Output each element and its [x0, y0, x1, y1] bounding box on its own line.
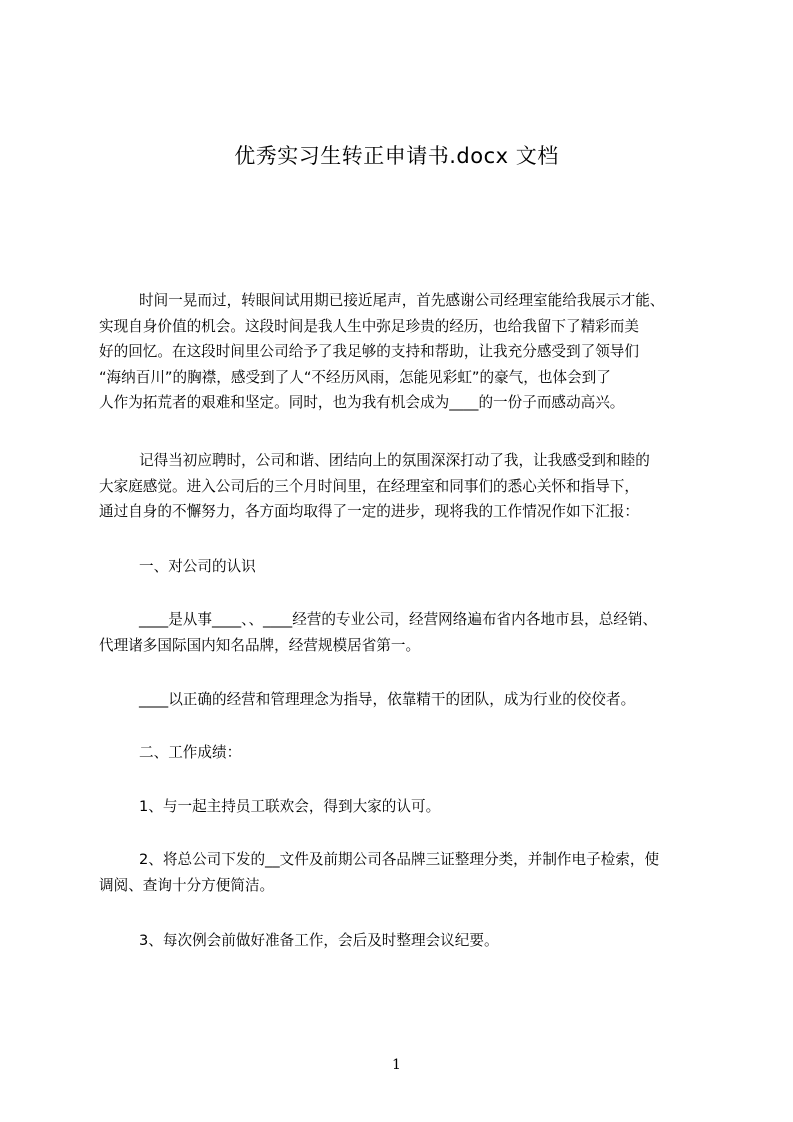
- text-line: 调阅、查询十分方便简洁。: [99, 876, 275, 894]
- text-line: 2、将总公司下发的__文件及前期公司各品牌三证整理分类，并制作电子检索，使: [139, 851, 660, 868]
- text-line: 一、对公司的认识: [139, 558, 256, 575]
- text-line: 好的回忆。在这段时间里公司给予了我足够的支持和帮助，让我充分感受到了领导们: [99, 343, 639, 360]
- list-item: [99, 794, 711, 820]
- text-line: 实现自身价值的机会。这段时间是我人生中弥足珍贵的经历，也给我留下了精彩而美: [99, 317, 639, 335]
- paragraph-intro: [99, 288, 711, 416]
- page-number: 1: [392, 1057, 401, 1073]
- text-line: 大家庭感觉。进入公司后的三个月时间里，在经理室和同事们的悉心关怀和指导下，: [99, 477, 639, 495]
- paragraph-recruitment: [99, 448, 711, 525]
- text-line: 二、工作成绩：: [139, 744, 242, 761]
- text-line: “海纳百川”的胸襟，感受到了人“不经历风雨，怎能见彩虹”的豪气，也体会到了: [99, 368, 611, 386]
- list-item: [99, 928, 711, 954]
- text-line: 记得当初应聘时，公司和谐、团结向上的氛围深深打动了我，让我感受到和睦的: [139, 452, 650, 469]
- list-item: [99, 847, 711, 898]
- text-line: 3、每次例会前做好准备工作，会后及时整理会议纪要。: [139, 932, 499, 949]
- text-line: ____以正确的经营和管理理念为指导，依靠精干的团队，成为行业的佼佼者。: [139, 691, 636, 708]
- text-line: 1、与一起主持员工联欢会，得到大家的认可。: [139, 798, 441, 815]
- paragraph-company-profile: [99, 607, 711, 658]
- paragraph-management: [99, 687, 711, 713]
- text-line: 通过自身的不懈努力，各方面均取得了一定的进步，现将我的工作情况作如下汇报：: [99, 503, 639, 520]
- text-line: ____是从事____、、____经营的专业公司，经营网络遍布省内各地市县，总经销、: [139, 611, 658, 628]
- text-line: 人作为拓荒者的艰难和坚定。同时，也为我有机会成为____的一份子而感动高兴。: [99, 394, 625, 411]
- page-title: 优秀实习生转正申请书.docx 文档: [234, 144, 559, 168]
- section-heading-achievements: [99, 740, 711, 766]
- text-line: 代理诸多国际国内知名品牌，经营规模居省第一。: [99, 636, 421, 654]
- text-line: 时间一晃而过，转眼间试用期已接近尾声，首先感谢公司经理室能给我展示才能、: [139, 292, 665, 309]
- section-heading-company: [99, 554, 711, 580]
